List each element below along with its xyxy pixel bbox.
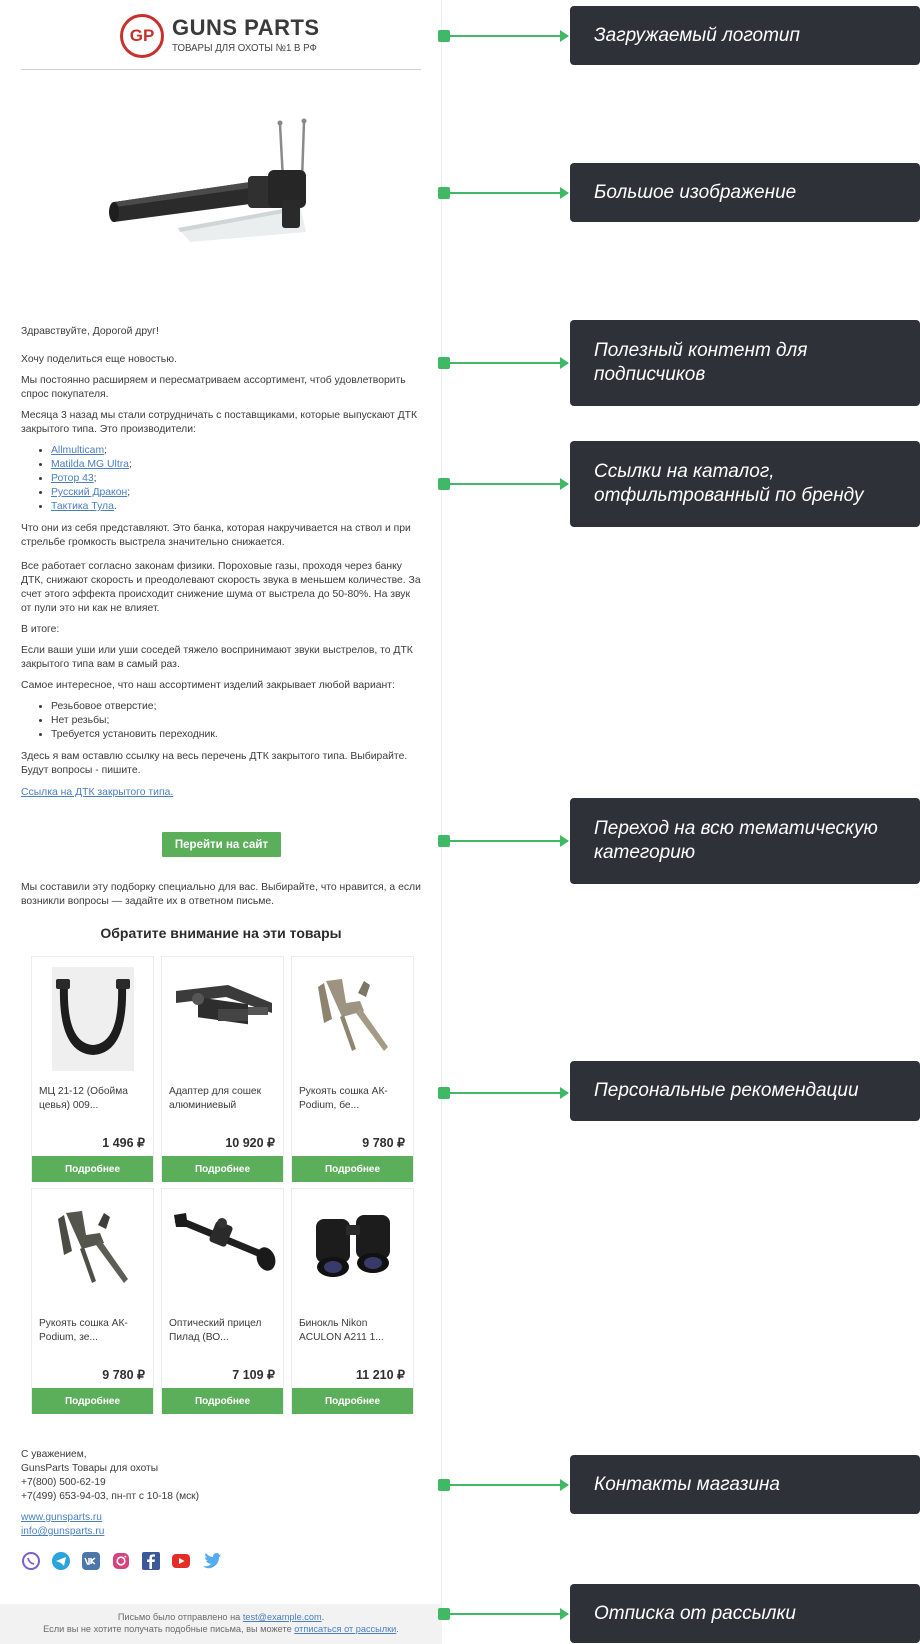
suppressor-image-icon	[100, 110, 340, 270]
phone-line: +7(499) 653-94-03, пн-пт с 10-18 (мск)	[21, 1491, 200, 1502]
brand-link-allmulticam[interactable]: Allmulticam	[51, 445, 105, 456]
recipient-email-link[interactable]: test@example.com	[242, 1612, 322, 1622]
instagram-icon[interactable]	[111, 1551, 131, 1571]
punct: .	[396, 1624, 399, 1634]
email-link[interactable]: info@gunsparts.ru	[21, 1526, 105, 1537]
grip-bipod-icon	[298, 963, 407, 1075]
list-punct: ;	[93, 473, 97, 484]
email-preview	[0, 0, 442, 1644]
paragraph: Здесь я вам оставлю ссылку на весь перечень ДТК закрытого типа. Выбирайте. Будут вопросы - пишите.	[21, 751, 408, 776]
annotation-label: Ссылки на каталог, отфильтрованный по бренду	[570, 441, 920, 527]
product-card[interactable]	[31, 956, 154, 1182]
brand-link-list	[51, 444, 421, 514]
details-button[interactable]: Подробнее	[292, 1388, 413, 1414]
phone-line: +7(800) 500-62-19	[21, 1477, 106, 1488]
annotation-label: Загружаемый логотип	[570, 6, 920, 65]
facebook-icon[interactable]	[141, 1551, 161, 1571]
options-list	[51, 700, 421, 742]
list-punct: ;	[104, 445, 108, 456]
annotation-line	[446, 362, 568, 364]
annotation-label: Контакты магазина	[570, 1455, 920, 1514]
product-card[interactable]	[161, 956, 284, 1182]
greeting-text: Здравствуйте, Дорогой друг!	[21, 326, 159, 337]
binoculars-icon	[298, 1195, 407, 1307]
unsubscribe-line	[0, 1623, 442, 1635]
paragraph: Все работает согласно законам физики. Пороховые газы, проходя через банку ДТК, снижают скорость и преодолевают скорость звука в меньшем количестве. За счет этого эффекта происходит снижение шума от выстрела до 50-80%. На звук от пули это ни как не влияет.	[21, 561, 421, 614]
list-punct: ;	[127, 487, 131, 498]
list-item	[51, 472, 421, 486]
logo-name: GUNS PARTS	[172, 15, 320, 40]
brand-link-rotor[interactable]: Ротор 43	[51, 473, 94, 484]
logo-mark-icon	[120, 14, 164, 58]
arrow-right-icon	[560, 1608, 569, 1620]
annotation-label: Полезный контент для подписчиков	[570, 320, 920, 406]
paragraph: В итоге:	[21, 624, 60, 635]
header-divider	[21, 69, 421, 70]
paragraph: Что они из себя представляют. Это банка, которая накручивается на ствол и при стрельбе громкость выстрела значительно снижается.	[21, 523, 411, 548]
details-button[interactable]: Подробнее	[292, 1156, 413, 1182]
list-item	[51, 500, 421, 514]
arrow-right-icon	[560, 357, 569, 369]
annotation-line	[446, 35, 568, 37]
annotation-line	[446, 1484, 568, 1486]
product-price: 9 780 ₽	[102, 1368, 145, 1382]
list-punct: .	[113, 501, 117, 512]
product-price: 1 496 ₽	[102, 1136, 145, 1150]
annotation-line	[446, 192, 568, 194]
details-button[interactable]: Подробнее	[32, 1156, 153, 1182]
list-punct: ;	[128, 459, 132, 470]
twitter-icon[interactable]	[201, 1551, 221, 1571]
arrow-right-icon	[560, 1479, 569, 1491]
social-links	[21, 1551, 221, 1571]
annotation-line	[446, 840, 568, 842]
punct: .	[321, 1612, 325, 1622]
arrow-right-icon	[560, 1087, 569, 1099]
article-content	[21, 325, 421, 807]
product-price: 7 109 ₽	[232, 1368, 275, 1382]
annotation-label: Большое изображение	[570, 163, 920, 222]
rail-adapter-icon	[168, 963, 277, 1075]
arrow-right-icon	[560, 187, 569, 199]
brand-link-taktika-tula[interactable]: Тактика Тула	[51, 501, 114, 512]
product-name: Оптический прицел Пилад (ВО...	[169, 1318, 262, 1343]
signature-line: С уважением,	[21, 1449, 87, 1460]
details-button[interactable]: Подробнее	[162, 1388, 283, 1414]
annotation-line	[446, 1092, 568, 1094]
youtube-icon[interactable]	[171, 1551, 191, 1571]
telegram-icon[interactable]	[51, 1551, 71, 1571]
unsubscribe-block	[0, 1604, 442, 1644]
arrow-right-icon	[560, 478, 569, 490]
list-item	[51, 486, 421, 500]
brand-link-russkiy-drakon[interactable]: Русский Дракон	[51, 487, 128, 498]
logo-tagline: ТОВАРЫ ДЛЯ ОХОТЫ №1 В РФ	[172, 42, 317, 54]
arrow-right-icon	[560, 835, 569, 847]
annotation-label: Переход на всю тематическую категорию	[570, 798, 920, 884]
sent-to-text: Письмо было отправлено на	[117, 1612, 243, 1622]
brand-logo[interactable]	[120, 14, 340, 60]
product-card[interactable]	[291, 956, 414, 1182]
recommendations-title: Обратите внимание на эти товары	[100, 925, 342, 941]
product-name: Рукоять сошка АК-Podium, бе...	[299, 1086, 388, 1111]
logo-mark-text: GP	[129, 26, 155, 45]
product-name: МЦ 21-12 (Обойма цевья) 009...	[39, 1086, 128, 1111]
product-name: Бинокль Nikon ACULON A211 1...	[299, 1318, 384, 1343]
scope-icon	[168, 1195, 277, 1307]
list-item	[51, 458, 421, 472]
u-clamp-icon	[38, 963, 147, 1075]
category-link[interactable]: Ссылка на ДТК закрытого типа.	[21, 787, 174, 798]
brand-link-matilda[interactable]: Matilda MG Ultra	[51, 459, 129, 470]
product-name: Рукоять сошка АК-Podium, зе...	[39, 1318, 128, 1343]
annotation-label: Персональные рекомендации	[570, 1061, 920, 1121]
product-price: 9 780 ₽	[362, 1136, 405, 1150]
paragraph: Самое интересное, что наш ассортимент изделий закрывает любой вариант:	[21, 680, 395, 691]
paragraph: Месяца 3 назад мы стали сотрудничать с поставщиками, которые выпускают ДТК закрытого типа. Это производители:	[21, 410, 418, 435]
annotation-label: Отписка от рассылки	[570, 1584, 920, 1643]
details-button[interactable]: Подробнее	[162, 1156, 283, 1182]
paragraph: Мы постоянно расширяем и пересматриваем ассортимент, чтоб удовлетворить спрос покупателя.	[21, 375, 406, 400]
product-card[interactable]	[161, 1188, 284, 1414]
paragraph: Хочу поделиться еще новостью.	[21, 354, 177, 365]
viber-icon[interactable]	[21, 1551, 41, 1571]
go-to-site-button[interactable]: Перейти на сайт	[162, 832, 281, 857]
paragraph: Если ваши уши или уши соседей тяжело воспринимают звуки выстрелов, то ДТК закрытого типа вам в самый раз.	[21, 645, 413, 670]
store-contacts	[21, 1448, 421, 1539]
unsubscribe-link[interactable]: отписаться от рассылки	[294, 1624, 397, 1634]
list-item: • Нет резьбы;	[51, 714, 421, 728]
product-card[interactable]	[31, 1188, 154, 1414]
arrow-right-icon	[560, 30, 569, 42]
website-link[interactable]: www.gunsparts.ru	[21, 1512, 102, 1523]
grip-bipod-icon	[38, 1195, 147, 1307]
vk-icon[interactable]	[81, 1551, 101, 1571]
product-price: 11 210 ₽	[356, 1368, 405, 1382]
sent-to-line	[0, 1611, 442, 1623]
product-name: Адаптер для сошек алюминиевый	[169, 1086, 262, 1111]
product-price: 10 920 ₽	[225, 1136, 275, 1150]
list-item: • Резьбовое отверстие;	[51, 700, 421, 714]
annotation-line	[446, 1613, 568, 1615]
product-card[interactable]	[291, 1188, 414, 1414]
details-button[interactable]: Подробнее	[32, 1388, 153, 1414]
recommendations-intro: Мы составили эту подборку специально для вас. Выбирайте, что нравится, а если возникли вопросы — задайте их в ответном письме.	[21, 882, 421, 907]
annotation-line	[446, 483, 568, 485]
list-item	[51, 444, 421, 458]
list-item: • Требуется установить переходник.	[51, 728, 421, 742]
signature-line: GunsParts Товары для охоты	[21, 1463, 159, 1474]
unsubscribe-text: Если вы не хотите получать подобные письма, вы можете	[43, 1624, 295, 1634]
